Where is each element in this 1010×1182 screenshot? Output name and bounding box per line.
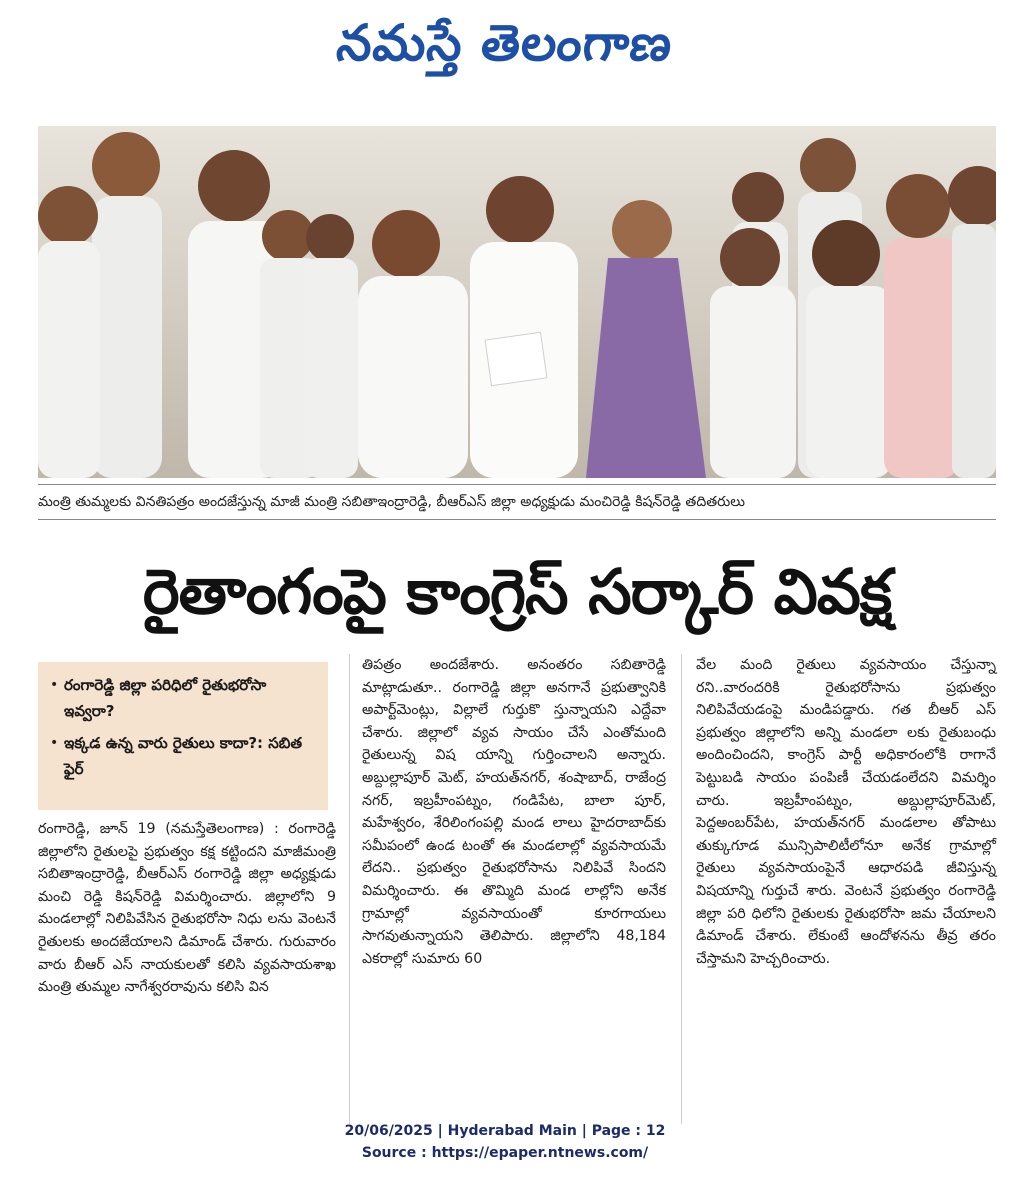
highlight-text: ఇక్కడ ఉన్న వారు రైతులు కాదా?: సబిత ఫైర్ (64, 734, 303, 778)
article-column-2 (362, 654, 666, 970)
article-column-3 (696, 654, 996, 970)
headline: రైతాంగంపై కాంగ్రెస్ సర్కార్ వివక్ష (142, 555, 892, 628)
article-text: తిపత్రం అందజేశారు. అనంతరం సబితారెడ్డి మాట్లాడుతూ.. రంగారెడ్డి జిల్లా అనగానే ప్రభుత్వానికి అపార్ట్‌మెంట్లు, విల్లాలే గుర్తుకొ స్తున్నాయని ఎద్దేవా చేశారు. జిల్లాలో వ్యవ సాయం చేసే ఎంతోమంది రైతులున్న విష యాన్ని గుర్తించాలని అన్నారు. అబ్దుల్లాపూర్ మెట్, హయత్‌నగర్, శంషాబాద్, రాజేంద్ర నగర్, ఇబ్రహీంపట్నం, గండిపేట, బాలా పూర్, మహేశ్వరం, శేరిలింగంపల్లి మండ లాలు హైదరాబాద్‌కు సమీపంలో ఉండ టంతో ఈ మండలాల్లో వ్యవసాయమే లేదని.. ప్రభుత్వం రైతుభరోసాను నిలిపివే సిందని విమర్శించారు. ఈ తొమ్మిది మండ లాల్లోని అనేక గ్రామాల్లో వ్యవసాయంతో కూరగాయలు సాగవుతున్నాయని తెలిపారు. జిల్లాలోని 48,184 ఎకరాల్లో సుమారు 60 (362, 657, 666, 967)
article-column-1 (38, 818, 336, 999)
photo-caption: మంత్రి తుమ్మలకు వినతిపత్రం అందజేస్తున్న మాజీ మంత్రి సబితాఇంద్రారెడ్డి, బీఆర్ఎస్ జిల్లా అధ్యక్షుడు మంచిరెడ్డి కిషన్‌రెడ్డి తదితరులు (38, 484, 996, 520)
highlight-box (38, 662, 328, 810)
article-text: రంగారెడ్డి, జూన్ 19 (నమస్తేతెలంగాణ) : రంగారెడ్డి జిల్లాలోని రైతులపై ప్రభుత్వం కక్ష కట్టిందని మాజీమంత్రి సబితాఇంద్రారెడ్డి, బీఆర్ఎస్ రంగారెడ్డి జిల్లా అధ్యక్షుడు మంచి రెడ్డి కిషన్‌రెడ్డి విమర్శించారు. జిల్లాలోని 9 మండలాల్లో నిలిపివేసిన రైతుభరోసా నిధు లను వెంటనే రైతులకు అందజేయాలని డిమాండ్ చేశారు. గురువారం వారు బీఆర్ ఎస్ నాయకులతో కలిసి వ్యవసాయశాఖ మంత్రి తుమ్మల నాగేశ్వరరావును కలిసి విన (38, 821, 336, 996)
highlight-item (50, 672, 316, 724)
column-divider (349, 654, 350, 1124)
highlight-item (50, 730, 316, 782)
column-divider (681, 654, 682, 1124)
bullet-icon: • (50, 735, 59, 751)
highlight-text: రంగారెడ్డి జిల్లా పరిధిలో రైతుభరోసా ఇవ్వరా? (64, 676, 267, 720)
news-photo (38, 126, 996, 478)
edition-info: 20/06/2025 | Hyderabad Main | Page : 12 (344, 1123, 666, 1139)
bullet-icon: • (50, 677, 59, 693)
page-footer (0, 1120, 1010, 1164)
masthead (0, 8, 1010, 78)
group-photo-illustration (38, 126, 996, 478)
article-text: వేల మంది రైతులు వ్యవసాయం చేస్తున్నా రని..వారందరికి రైతుభరోసాను ప్రభుత్వం నిలిపివేయడంపై మండిపడ్డారు. గత బీఆర్ ఎస్ ప్రభుత్వం జిల్లాలోని అన్ని మండలా లకు రైతుబంధు అందించిందని, కాంగ్రెస్ పార్టీ అధికారంలోకి రాగానే పెట్టుబడి సాయం పంపిణీ చేయడంలేదని విమర్శిం చారు. ఇబ్రహీంపట్నం, అబ్దుల్లాపూర్‌మెట్, పెద్దఅంబర్‌పేట, హయత్‌నగర్ మండలాల తోపాటు తుక్కుగూడ మున్సిపాలిటీలోనూ అనేక గ్రామాల్లో రైతులు వ్యవసాయంపైనే ఆధారపడి జీవిస్తున్న విషయాన్ని గుర్తుచే శారు. వెంటనే ప్రభుత్వం రంగారెడ్డి జిల్లా పరి ధిలోని రైతులకు రైతుభరోసా జమ చేయాలని డిమాండ్ చేశారు. లేకుంటే ఆందోళనను తీవ్ర తరం చేస్తామని హెచ్చరించారు. (696, 657, 996, 967)
source-link[interactable]: Source : https://epaper.ntnews.com/ (361, 1145, 649, 1161)
newspaper-logo-title: నమస్తే తెలంగాణ (334, 14, 676, 72)
